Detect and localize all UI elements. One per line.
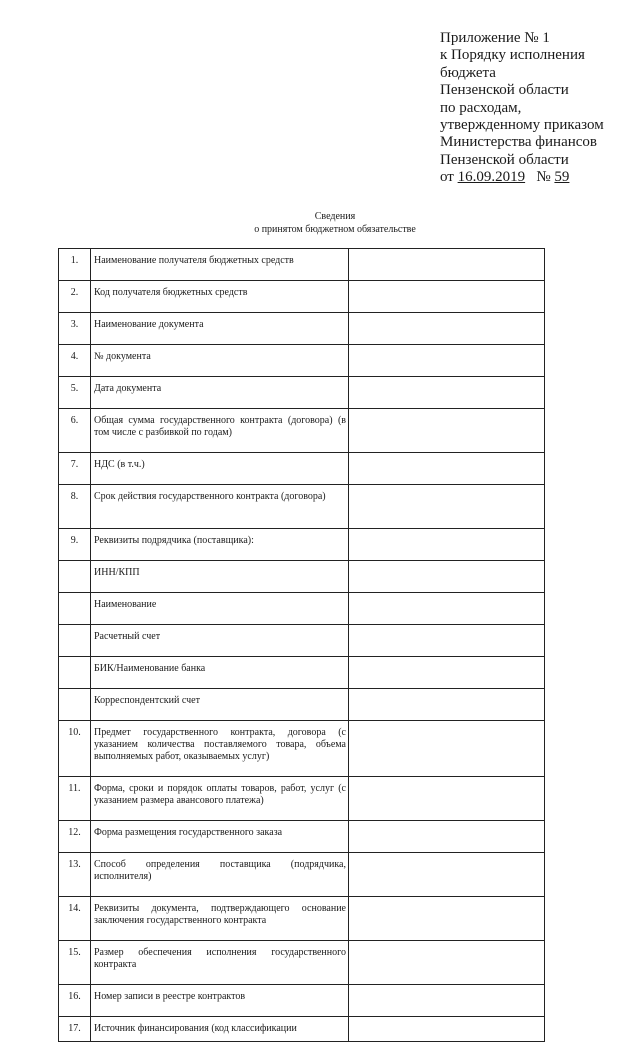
row-label: Предмет государственного контракта, договора (с указанием количества поставляемого товара, объема выполняемых работ, оказываемых услуг) — [91, 721, 349, 777]
row-number: 3. — [59, 313, 91, 345]
row-value-cell[interactable] — [349, 485, 545, 529]
appendix-line: Пензенской области — [440, 82, 569, 99]
table-row — [59, 249, 545, 281]
title-line-2: о принятом бюджетном обязательстве — [254, 223, 416, 235]
row-number: 1. — [59, 249, 91, 281]
row-value-cell[interactable] — [349, 657, 545, 689]
row-value-cell[interactable] — [349, 1017, 545, 1042]
row-value-cell[interactable] — [349, 689, 545, 721]
row-label: Наименование получателя бюджетных средств — [91, 249, 349, 281]
appendix-line: по расходам, — [440, 99, 522, 116]
row-label: Источник финансирования (код классификации — [91, 1017, 349, 1042]
table-row — [59, 409, 545, 453]
row-label: Общая сумма государственного контракта (договора) (в том числе с разбивкой по годам) — [91, 409, 349, 453]
row-value-cell[interactable] — [349, 453, 545, 485]
table-row — [59, 689, 545, 721]
row-value-cell[interactable] — [349, 281, 545, 313]
row-value-cell[interactable] — [349, 561, 545, 593]
row-label: Номер записи в реестре контрактов — [91, 985, 349, 1017]
row-value-cell[interactable] — [349, 985, 545, 1017]
row-number — [59, 689, 91, 721]
table-row — [59, 485, 545, 529]
document-title — [0, 211, 640, 236]
table-row — [59, 821, 545, 853]
row-label: НДС (в т.ч.) — [91, 453, 349, 485]
table-row — [59, 853, 545, 897]
table-row — [59, 529, 545, 561]
table-row — [59, 1017, 545, 1042]
row-label: Форма размещения государственного заказа — [91, 821, 349, 853]
row-label: Реквизиты подрядчика (поставщика): — [91, 529, 349, 561]
row-number: 7. — [59, 453, 91, 485]
row-value-cell[interactable] — [349, 313, 545, 345]
order-number: 59 — [554, 169, 570, 186]
row-value-cell[interactable] — [349, 409, 545, 453]
row-label: Расчетный счет — [91, 625, 349, 657]
appendix-line: Пензенской области — [440, 151, 569, 168]
row-label: Наименование документа — [91, 313, 349, 345]
row-value-cell[interactable] — [349, 345, 545, 377]
row-value-cell[interactable] — [349, 897, 545, 941]
table-row — [59, 657, 545, 689]
row-value-cell[interactable] — [349, 625, 545, 657]
row-number: 16. — [59, 985, 91, 1017]
row-number: 10. — [59, 721, 91, 777]
row-label: Реквизиты документа, подтверждающего основание заключения государственного контракта — [91, 897, 349, 941]
row-number: 4. — [59, 345, 91, 377]
row-label: Код получателя бюджетных средств — [91, 281, 349, 313]
row-number: 8. — [59, 485, 91, 529]
table-row — [59, 313, 545, 345]
row-number — [59, 657, 91, 689]
appendix-block — [440, 30, 635, 187]
row-number: 5. — [59, 377, 91, 409]
row-number: 11. — [59, 777, 91, 821]
row-number: 13. — [59, 853, 91, 897]
row-value-cell[interactable] — [349, 377, 545, 409]
row-value-cell[interactable] — [349, 529, 545, 561]
appendix-date-line — [440, 169, 635, 186]
table-row — [59, 897, 545, 941]
row-number — [59, 593, 91, 625]
row-value-cell[interactable] — [349, 941, 545, 985]
date-prefix: от — [440, 169, 454, 186]
table-row — [59, 345, 545, 377]
row-label: БИК/Наименование банка — [91, 657, 349, 689]
table-row — [59, 453, 545, 485]
row-number: 17. — [59, 1017, 91, 1042]
row-label: № документа — [91, 345, 349, 377]
row-value-cell[interactable] — [349, 821, 545, 853]
row-number: 12. — [59, 821, 91, 853]
appendix-line: к Порядку исполнения — [440, 47, 585, 64]
table-row — [59, 721, 545, 777]
row-label: Способ определения поставщика (подрядчика, исполнителя) — [91, 853, 349, 897]
row-label: Срок действия государственного контракта (договора) — [91, 485, 349, 529]
row-value-cell[interactable] — [349, 593, 545, 625]
row-number: 9. — [59, 529, 91, 561]
appendix-line: бюджета — [440, 64, 496, 81]
row-number: 14. — [59, 897, 91, 941]
row-label: Корреспондентский счет — [91, 689, 349, 721]
row-number — [59, 561, 91, 593]
row-value-cell[interactable] — [349, 853, 545, 897]
table-row — [59, 985, 545, 1017]
appendix-line: Министерства финансов — [440, 134, 597, 151]
table-row — [59, 377, 545, 409]
title-line-1: Сведения — [314, 211, 356, 222]
order-date: 16.09.2019 — [457, 169, 526, 186]
row-label: Форма, сроки и порядок оплаты товаров, работ, услуг (с указанием размера авансового платежа) — [91, 777, 349, 821]
row-label: ИНН/КПП — [91, 561, 349, 593]
number-sign: № — [536, 169, 551, 186]
row-value-cell[interactable] — [349, 249, 545, 281]
row-label: Дата документа — [91, 377, 349, 409]
table-row — [59, 281, 545, 313]
row-number — [59, 625, 91, 657]
row-label: Наименование — [91, 593, 349, 625]
table-row — [59, 777, 545, 821]
table-row — [59, 625, 545, 657]
row-value-cell[interactable] — [349, 777, 545, 821]
table-row — [59, 593, 545, 625]
row-number: 6. — [59, 409, 91, 453]
obligation-form-table — [58, 248, 545, 1042]
appendix-line: утвержденному приказом — [440, 117, 604, 134]
appendix-line: Приложение № 1 — [440, 30, 550, 46]
table-row — [59, 561, 545, 593]
row-number: 15. — [59, 941, 91, 985]
row-number: 2. — [59, 281, 91, 313]
row-value-cell[interactable] — [349, 721, 545, 777]
table-row — [59, 941, 545, 985]
row-label: Размер обеспечения исполнения государственного контракта — [91, 941, 349, 985]
